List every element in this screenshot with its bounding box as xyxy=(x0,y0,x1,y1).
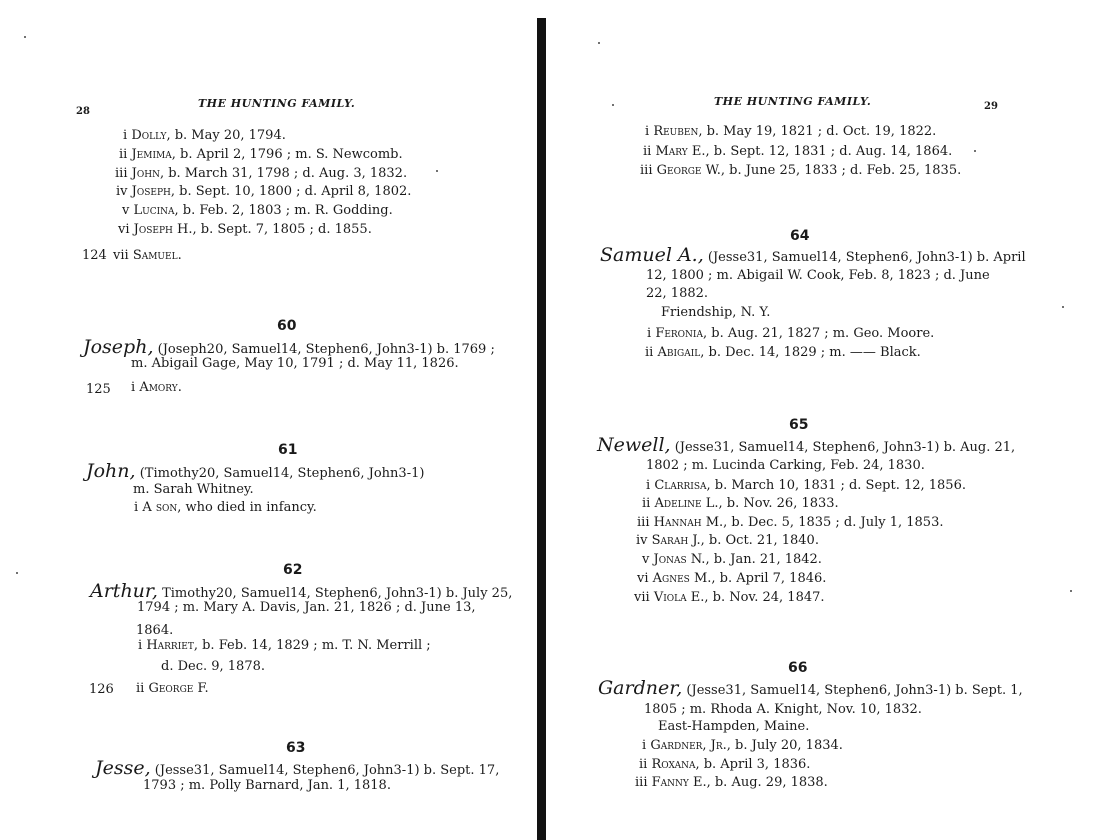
child-line: v Jonas N., b. Jan. 21, 1842. xyxy=(642,552,822,567)
entry-line: 1802 ; m. Lucinda Carking, Feb. 24, 1830. xyxy=(646,458,925,473)
page-number: 29 xyxy=(984,101,998,112)
entry-heading: John, (Timothy20, Samuel14, Stephen6, John3-1) xyxy=(86,460,425,482)
child-line: iv Joseph, b. Sept. 10, 1800 ; d. April 8, 1802. xyxy=(116,184,412,199)
child-line: ii Mary E., b. Sept. 12, 1831 ; d. Aug. 14, 1864. xyxy=(643,144,953,159)
scan-speck xyxy=(598,42,600,44)
reference-number: 126 xyxy=(89,682,114,697)
child-line: ii Adeline L., b. Nov. 26, 1833. xyxy=(642,496,839,511)
child-line: vii Samuel. xyxy=(113,248,182,263)
child-line: i Reuben, b. May 19, 1821 ; d. Oct. 19, 1822. xyxy=(645,124,937,139)
child-line: iv Sarah J., b. Oct. 21, 1840. xyxy=(636,533,819,548)
reference-number: 124 xyxy=(82,248,107,263)
entry-number: 63 xyxy=(286,740,306,756)
child-line: i Clarrisa, b. March 10, 1831 ; d. Sept. 12, 1856. xyxy=(646,478,966,493)
child-line: iii Hannah M., b. Dec. 5, 1835 ; d. July 1, 1853. xyxy=(637,515,944,530)
entry-heading: Gardner, (Jesse31, Samuel14, Stephen6, John3-1) b. Sept. 1, xyxy=(598,677,1023,699)
child-line: vi Agnes M., b. April 7, 1846. xyxy=(637,571,827,586)
child-line: v Lucina, b. Feb. 2, 1803 ; m. R. Godding. xyxy=(122,203,393,218)
entry-heading: Arthur, Timothy20, Samuel14, Stephen6, John3-1) b. July 25, xyxy=(90,580,513,602)
child-line: i Harriet, b. Feb. 14, 1829 ; m. T. N. Merrill ; xyxy=(138,638,431,653)
child-line: i Dolly, b. May 20, 1794. xyxy=(123,128,286,143)
place-line: Friendship, N. Y. xyxy=(661,305,771,320)
child-line: vii Viola E., b. Nov. 24, 1847. xyxy=(634,590,825,605)
entry-line: m. Abigail Gage, May 10, 1791 ; d. May 11, 1826. xyxy=(131,356,459,371)
child-line: ii Jemima, b. April 2, 1796 ; m. S. Newcomb. xyxy=(119,147,403,162)
entry-number: 61 xyxy=(278,442,298,458)
child-line: iii Fanny E., b. Aug. 29, 1838. xyxy=(635,775,828,790)
right-page xyxy=(556,0,1098,840)
entry-line: m. Sarah Whitney. xyxy=(133,482,254,497)
child-line: i Feronia, b. Aug. 21, 1827 ; m. Geo. Moore. xyxy=(647,326,935,341)
entry-heading: Newell, (Jesse31, Samuel14, Stephen6, John3-1) b. Aug. 21, xyxy=(597,434,1016,456)
scan-speck xyxy=(612,104,614,106)
running-head: THE HUNTING FAMILY. xyxy=(198,97,356,110)
child-line: ii Abigail, b. Dec. 14, 1829 ; m. —— Black. xyxy=(645,345,921,360)
child-line: vi Joseph H., b. Sept. 7, 1805 ; d. 1855. xyxy=(118,222,372,237)
entry-number: 64 xyxy=(790,228,810,244)
entry-number: 60 xyxy=(277,318,297,334)
scan-speck xyxy=(1062,306,1064,308)
entry-number: 62 xyxy=(283,562,303,578)
running-head: THE HUNTING FAMILY. xyxy=(714,95,872,108)
entry-line: 12, 1800 ; m. Abigail W. Cook, Feb. 8, 1823 ; d. June xyxy=(646,268,990,283)
entry-heading: Samuel A., (Jesse31, Samuel14, Stephen6, John3-1) b. April xyxy=(600,244,1026,266)
child-line: ii George F. xyxy=(136,681,209,696)
entry-number: 65 xyxy=(789,417,809,433)
child-line: i Amory. xyxy=(131,380,182,395)
entry-number: 66 xyxy=(788,660,808,676)
entry-heading: Jesse, (Jesse31, Samuel14, Stephen6, John3-1) b. Sept. 17, xyxy=(95,757,500,779)
reference-number: 125 xyxy=(86,382,111,397)
child-line: iii George W., b. June 25, 1833 ; d. Feb. 25, 1835. xyxy=(640,163,962,178)
child-line: i A son, who died in infancy. xyxy=(134,500,317,515)
entry-heading: Joseph, (Joseph20, Samuel14, Stephen6, John3-1) b. 1769 ; xyxy=(83,336,495,358)
scan-speck xyxy=(16,572,18,574)
scan-speck xyxy=(974,150,976,152)
entry-line: 1805 ; m. Rhoda A. Knight, Nov. 10, 1832. xyxy=(644,702,922,717)
scan-speck xyxy=(1070,590,1072,592)
page-number: 28 xyxy=(76,106,90,117)
left-page xyxy=(0,0,540,840)
entry-line: 1793 ; m. Polly Barnard, Jan. 1, 1818. xyxy=(143,778,391,793)
entry-line: 1794 ; m. Mary A. Davis, Jan. 21, 1826 ; d. June 13, xyxy=(137,600,476,615)
child-line-continued: d. Dec. 9, 1878. xyxy=(161,659,265,674)
child-line: iii John, b. March 31, 1798 ; d. Aug. 3, 1832. xyxy=(115,166,408,181)
place-line: East-Hampden, Maine. xyxy=(658,719,810,734)
scan-speck xyxy=(24,36,26,38)
child-line: i Gardner, Jr., b. July 20, 1834. xyxy=(642,738,843,753)
entry-line: 22, 1882. xyxy=(646,286,709,301)
scan-speck xyxy=(436,170,438,172)
entry-line: 1864. xyxy=(136,623,174,638)
child-line: ii Roxana, b. April 3, 1836. xyxy=(639,757,811,772)
